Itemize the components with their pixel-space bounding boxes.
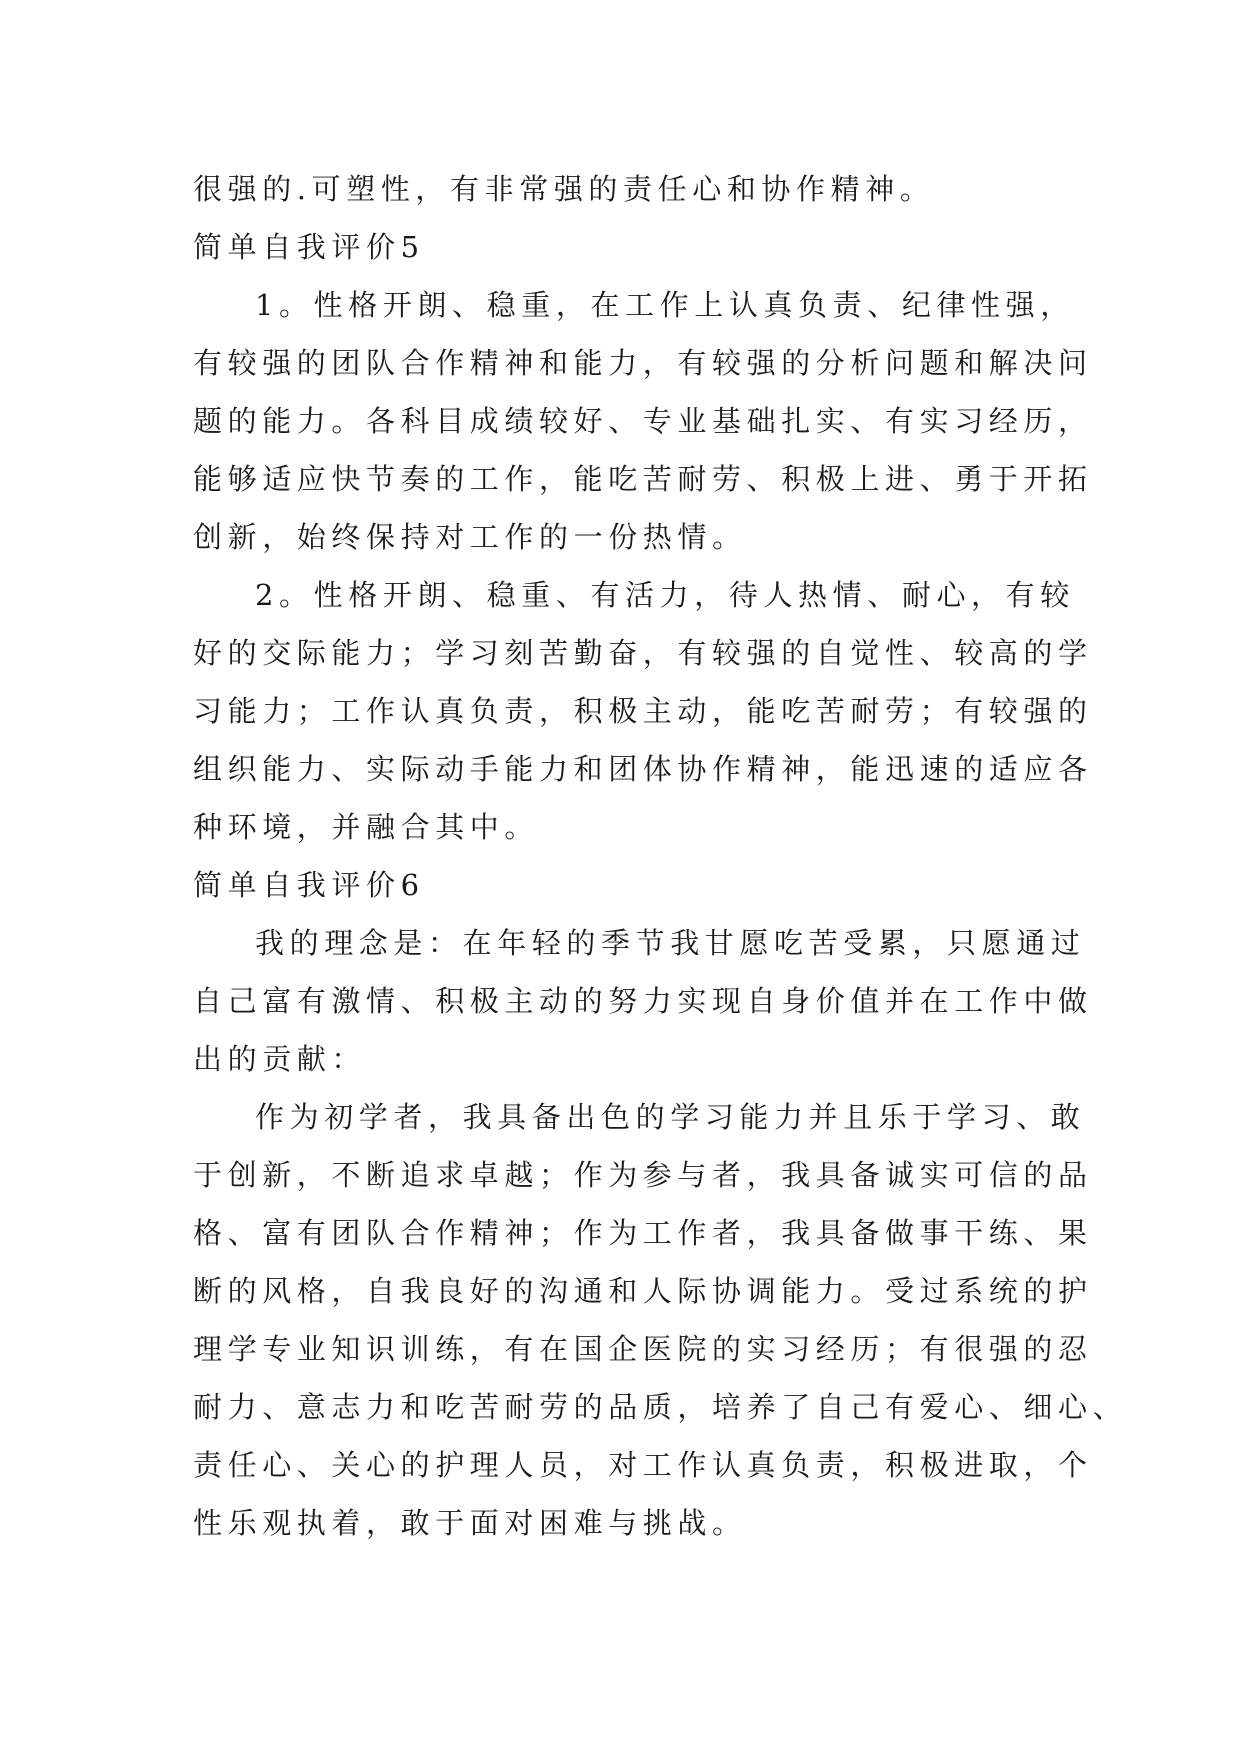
paragraph-line: 我的理念是：在年轻的季节我甘愿吃苦受累，只愿通过 [255, 926, 1086, 960]
paragraph-line: 有较强的团队合作精神和能力，有较强的分析问题和解决问 [193, 346, 1093, 380]
paragraph-line: 格、富有团队合作精神；作为工作者，我具备做事干练、果 [193, 1216, 1093, 1250]
paragraph-line: 组织能力、实际动手能力和团体协作精神，能迅速的适应各 [193, 752, 1093, 786]
paragraph-line: 于创新，不断追求卓越；作为参与者，我具备诚实可信的品 [193, 1158, 1093, 1192]
paragraph-line: 断的风格，自我良好的沟通和人际协调能力。受过系统的护 [193, 1274, 1093, 1308]
paragraph-line: 理学专业知识训练，有在国企医院的实习经历；有很强的忍 [193, 1332, 1093, 1366]
paragraph-line: 出的贡献： [193, 1042, 367, 1076]
paragraph-line: 2。性格开朗、稳重、有活力，待人热情、耐心，有较 [255, 578, 1075, 612]
paragraph-line: 种环境，并融合其中。 [193, 810, 540, 844]
paragraph-line: 性乐观执着，敢于面对困难与挑战。 [193, 1506, 747, 1540]
paragraph-line: 习能力；工作认真负责，积极主动，能吃苦耐劳；有较强的 [193, 694, 1093, 728]
paragraph-line: 很强的.可塑性，有非常强的责任心和协作精神。 [193, 172, 935, 206]
paragraph-line: 题的能力。各科目成绩较好、专业基础扎实、有实习经历， [193, 404, 1093, 438]
document-body [193, 160, 1128, 1552]
paragraph-line: 1。性格开朗、稳重，在工作上认真负责、纪律性强， [255, 288, 1075, 322]
section-heading-6: 简单自我评价6 [193, 868, 425, 902]
paragraph-line: 责任心、关心的护理人员，对工作认真负责，积极进取，个 [193, 1448, 1093, 1482]
paragraph-line: 耐力、意志力和吃苦耐劳的品质，培养了自己有爱心、细心、 [193, 1390, 1128, 1424]
paragraph-5-2 [193, 566, 1093, 856]
paragraph-line: 好的交际能力；学习刻苦勤奋，有较强的自觉性、较高的学 [193, 636, 1093, 670]
paragraph-line: 创新，始终保持对工作的一份热情。 [193, 520, 747, 554]
paragraph-line: 作为初学者，我具备出色的学习能力并且乐于学习、敢 [255, 1100, 1086, 1134]
paragraph-5-1 [193, 276, 1093, 566]
paragraph-6-2 [193, 1088, 1128, 1552]
paragraph-line: 自己富有激情、积极主动的努力实现自身价值并在工作中做 [193, 984, 1093, 1018]
section-heading-5: 简单自我评价5 [193, 230, 425, 264]
paragraph-line: 能够适应快节奏的工作，能吃苦耐劳、积极上进、勇于开拓 [193, 462, 1093, 496]
paragraph-6-1 [193, 914, 1093, 1088]
